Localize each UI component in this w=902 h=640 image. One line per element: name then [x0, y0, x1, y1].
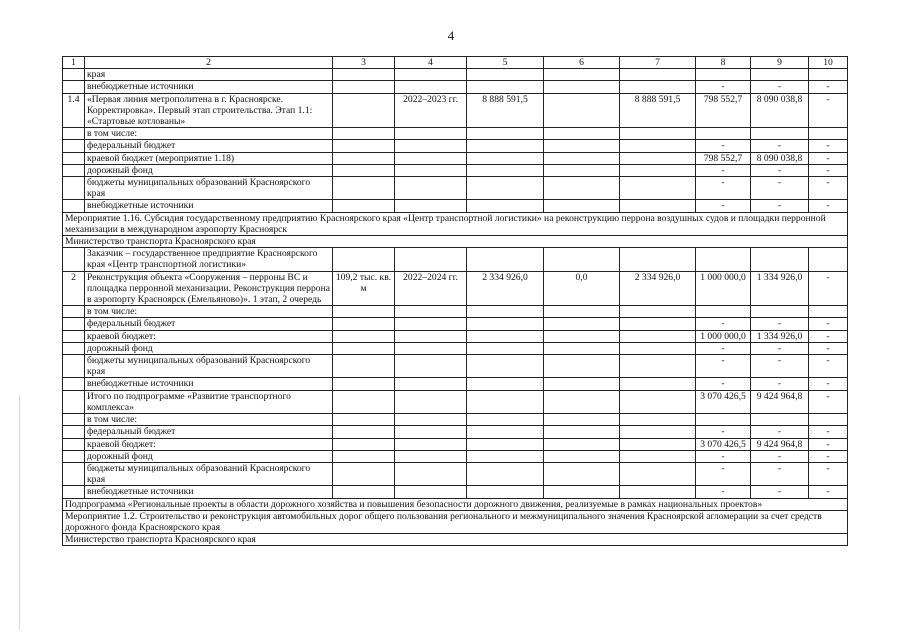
table-cell [620, 462, 696, 485]
table-cell: - [809, 152, 848, 164]
table-cell: - [809, 342, 848, 354]
table-cell [620, 152, 696, 164]
table-cell [620, 378, 696, 390]
table-row [63, 140, 848, 152]
table-cell: - [809, 462, 848, 485]
table-cell: 0,0 [544, 271, 620, 306]
table-cell [620, 486, 696, 498]
table-cell: 2 334 926,0 [467, 271, 544, 306]
table-cell [696, 248, 751, 271]
table-cell: дорожный фонд [85, 342, 333, 354]
table-cell: 8 888 591,5 [620, 93, 696, 128]
table-cell [467, 306, 544, 318]
table-cell [333, 414, 395, 426]
table-cell [395, 378, 467, 390]
table-cell: - [696, 378, 751, 390]
table-cell [620, 140, 696, 152]
column-header: 10 [809, 57, 848, 69]
table-cell [544, 177, 620, 200]
table-cell [333, 342, 395, 354]
table-cell: - [696, 81, 751, 93]
column-header: 6 [544, 57, 620, 69]
table-cell: Итого по подпрограмме «Развитие транспортного комплекса» [85, 390, 333, 413]
column-header: 4 [395, 57, 467, 69]
table-cell [620, 69, 696, 81]
table-cell: - [696, 426, 751, 438]
table-cell: - [809, 390, 848, 413]
table-cell [809, 306, 848, 318]
table-cell [809, 414, 848, 426]
table-cell [751, 248, 809, 271]
table-cell [63, 81, 85, 93]
table-cell [544, 486, 620, 498]
table-row [63, 355, 848, 378]
table-cell [809, 128, 848, 140]
table-cell: края [85, 69, 333, 81]
table-cell: - [809, 93, 848, 128]
table-cell: федеральный бюджет [85, 140, 333, 152]
table-cell: федеральный бюджет [85, 426, 333, 438]
table-cell: - [751, 164, 809, 176]
table-cell [620, 355, 696, 378]
table-cell [620, 414, 696, 426]
table-cell [467, 200, 544, 212]
section-title: Министерство транспорта Красноярского края [63, 236, 848, 248]
table-cell: в том числе: [85, 414, 333, 426]
table-cell [63, 426, 85, 438]
table-cell [63, 355, 85, 378]
table-cell [63, 318, 85, 330]
table-cell [544, 93, 620, 128]
table-cell: - [751, 486, 809, 498]
column-header: 7 [620, 57, 696, 69]
column-header: 3 [333, 57, 395, 69]
table-cell: в том числе: [85, 128, 333, 140]
table-cell [467, 378, 544, 390]
table-cell [467, 81, 544, 93]
table-cell [63, 164, 85, 176]
table-cell: бюджеты муниципальных образований Красноярского края [85, 177, 333, 200]
section-row [63, 498, 848, 510]
table-cell: - [751, 426, 809, 438]
table-cell [620, 426, 696, 438]
table-cell: - [751, 177, 809, 200]
table-cell [544, 390, 620, 413]
table-cell: федеральный бюджет [85, 318, 333, 330]
table-row [63, 486, 848, 498]
table-row [63, 378, 848, 390]
table-cell [751, 306, 809, 318]
section-row [63, 510, 848, 533]
table-cell [467, 438, 544, 450]
table-row [63, 450, 848, 462]
table-cell: - [751, 378, 809, 390]
table-row [63, 438, 848, 450]
table-cell [544, 140, 620, 152]
table-cell: внебюджетные источники [85, 200, 333, 212]
table-cell [63, 414, 85, 426]
table-cell [620, 450, 696, 462]
table-cell [333, 462, 395, 485]
table-cell [467, 414, 544, 426]
table-cell: 2022–2024 гг. [395, 271, 467, 306]
table-cell: краевой бюджет (мероприятие 1.18) [85, 152, 333, 164]
table-row [63, 93, 848, 128]
table-cell [544, 81, 620, 93]
table-cell [544, 450, 620, 462]
table-cell [395, 69, 467, 81]
table-cell: 1 000 000,0 [696, 271, 751, 306]
table-cell [467, 164, 544, 176]
table-cell [395, 462, 467, 485]
table-row [63, 306, 848, 318]
table-cell [620, 177, 696, 200]
table-cell [395, 318, 467, 330]
table-cell [395, 342, 467, 354]
table-cell [467, 140, 544, 152]
column-header: 8 [696, 57, 751, 69]
section-row [63, 236, 848, 248]
table-cell [751, 69, 809, 81]
table-cell [395, 450, 467, 462]
table-cell [333, 248, 395, 271]
table-row [63, 390, 848, 413]
table-cell: - [809, 200, 848, 212]
table-cell [63, 450, 85, 462]
table-cell: - [696, 164, 751, 176]
table-row [63, 128, 848, 140]
table-cell [620, 248, 696, 271]
table-cell [544, 164, 620, 176]
table-row [63, 81, 848, 93]
table-cell [395, 177, 467, 200]
table-cell [696, 69, 751, 81]
table-cell: - [751, 318, 809, 330]
table-cell [620, 128, 696, 140]
table-cell [63, 486, 85, 498]
table-cell [809, 69, 848, 81]
table-cell [395, 164, 467, 176]
table-cell [395, 128, 467, 140]
table-cell: Заказчик – государственное предприятие Красноярского края «Центр транспортной логистики» [85, 248, 333, 271]
table-cell [544, 438, 620, 450]
table-cell [333, 306, 395, 318]
table-cell: «Первая линия метрополитена в г. Красноярске. Корректировка». Первый этап строительства. Этап 1.1: «Стартовые котлованы» [85, 93, 333, 128]
table-cell: - [809, 378, 848, 390]
table-cell [544, 426, 620, 438]
table-cell [544, 128, 620, 140]
table-cell [467, 69, 544, 81]
table-cell [620, 164, 696, 176]
table-cell [333, 378, 395, 390]
table-cell: 3 070 426,5 [696, 438, 751, 450]
table-cell [333, 152, 395, 164]
table-cell: - [696, 342, 751, 354]
table-cell [63, 200, 85, 212]
table-cell [467, 177, 544, 200]
table-cell [333, 200, 395, 212]
table-cell: дорожный фонд [85, 164, 333, 176]
section-row [63, 212, 848, 235]
table-cell [63, 177, 85, 200]
table-cell [333, 426, 395, 438]
table-cell [620, 81, 696, 93]
table-cell: 8 090 038,8 [751, 152, 809, 164]
table-cell [333, 128, 395, 140]
table-cell: - [696, 355, 751, 378]
table-cell: бюджеты муниципальных образований Красноярского края [85, 462, 333, 485]
table-cell [467, 152, 544, 164]
table-cell [395, 152, 467, 164]
table-cell [333, 438, 395, 450]
table-cell: 2 334 926,0 [620, 271, 696, 306]
table-cell: в том числе: [85, 306, 333, 318]
table-cell [395, 306, 467, 318]
table-cell: - [809, 330, 848, 342]
table-cell: - [809, 355, 848, 378]
section-title: Мероприятие 1.2. Строительство и реконструкция автомобильных дорог общего пользования регионального и межмуниципального значения Красноярской агломерации за счет средств дорожного фонда Красноярского края [63, 510, 848, 533]
table-cell [395, 81, 467, 93]
table-cell: - [809, 450, 848, 462]
table-cell [620, 330, 696, 342]
table-row [63, 248, 848, 271]
page-number: 4 [447, 28, 455, 43]
budget-table [62, 56, 848, 546]
section-title: Министерство транспорта Красноярского края [63, 534, 848, 546]
table-cell: 3 070 426,5 [696, 390, 751, 413]
table-cell [620, 342, 696, 354]
table-cell [63, 152, 85, 164]
table-cell: 8 090 038,8 [751, 93, 809, 128]
table-row [63, 426, 848, 438]
table-cell [333, 390, 395, 413]
table-cell [467, 426, 544, 438]
table-cell: 2022–2023 гг. [395, 93, 467, 128]
table-cell [544, 318, 620, 330]
table-cell: - [809, 438, 848, 450]
table-cell [544, 342, 620, 354]
table-row [63, 200, 848, 212]
column-header: 2 [85, 57, 333, 69]
table-cell [395, 414, 467, 426]
table-cell [63, 69, 85, 81]
section-title: Подпрограмма «Региональные проекты в области дорожного хозяйства и повышения безопасности дорожного движения, реализуемые в рамках национальных проектов» [63, 498, 848, 510]
table-cell [395, 426, 467, 438]
table-row [63, 177, 848, 200]
table-cell [467, 450, 544, 462]
table-row [63, 271, 848, 306]
table-cell: 798 552,7 [696, 152, 751, 164]
table-cell: 109,2 тыс. кв. м [333, 271, 395, 306]
column-header: 1 [63, 57, 85, 69]
table-row [63, 462, 848, 485]
table-cell [544, 200, 620, 212]
table-cell: 9 424 964,8 [751, 438, 809, 450]
table-cell [63, 342, 85, 354]
table-row [63, 330, 848, 342]
table-cell [544, 69, 620, 81]
table-cell [63, 330, 85, 342]
table-cell [395, 355, 467, 378]
table-cell [63, 462, 85, 485]
table-cell: - [696, 462, 751, 485]
table-cell: 9 424 964,8 [751, 390, 809, 413]
table-cell: бюджеты муниципальных образований Красноярского края [85, 355, 333, 378]
table-cell [333, 355, 395, 378]
table-row [63, 69, 848, 81]
table-cell: 798 552,7 [696, 93, 751, 128]
table-row [63, 318, 848, 330]
table-cell [620, 306, 696, 318]
table-cell: Реконструкция объекта «Сооружения – перроны ВС и площадка перронной механизации. Реконструкция перрона в аэропорту Красноярск (Емельяново)». 1 этап, 2 очередь [85, 271, 333, 306]
table-cell [809, 248, 848, 271]
table-cell [467, 318, 544, 330]
table-cell: 1 000 000,0 [696, 330, 751, 342]
table-cell [544, 152, 620, 164]
table-cell: - [751, 200, 809, 212]
table-cell: - [809, 486, 848, 498]
table-cell [63, 378, 85, 390]
scan-margin-line [19, 395, 20, 630]
table-cell: - [696, 486, 751, 498]
table-cell [620, 200, 696, 212]
table-cell: - [696, 200, 751, 212]
table-cell: - [809, 81, 848, 93]
table-cell [333, 164, 395, 176]
table-cell [395, 140, 467, 152]
table-cell: - [751, 450, 809, 462]
table-cell [544, 378, 620, 390]
table-row [63, 164, 848, 176]
table-cell [63, 248, 85, 271]
table-cell [467, 462, 544, 485]
table-cell: - [809, 318, 848, 330]
table-cell [63, 438, 85, 450]
table-cell: - [809, 271, 848, 306]
table-cell: - [751, 342, 809, 354]
table-cell [467, 390, 544, 413]
table-cell [333, 69, 395, 81]
table-cell: 1 334 926,0 [751, 330, 809, 342]
table-cell [467, 355, 544, 378]
column-header: 5 [467, 57, 544, 69]
table-cell: 8 888 591,5 [467, 93, 544, 128]
table-cell [333, 81, 395, 93]
table-row [63, 414, 848, 426]
table-cell [696, 306, 751, 318]
table-cell: внебюджетные источники [85, 81, 333, 93]
table-cell: 1.4 [63, 93, 85, 128]
table-cell [467, 128, 544, 140]
table-cell [63, 128, 85, 140]
table-cell: 2 [63, 271, 85, 306]
table-cell: краевой бюджет: [85, 438, 333, 450]
table-cell: краевой бюджет: [85, 330, 333, 342]
table-cell: внебюджетные источники [85, 378, 333, 390]
table-cell [467, 248, 544, 271]
table-cell [620, 438, 696, 450]
table-cell [63, 390, 85, 413]
table-cell [544, 414, 620, 426]
table-cell: - [696, 450, 751, 462]
table-cell [751, 128, 809, 140]
column-header: 9 [751, 57, 809, 69]
table-cell: - [751, 81, 809, 93]
table-cell [63, 306, 85, 318]
table-cell [395, 438, 467, 450]
table-cell [544, 330, 620, 342]
table-cell [395, 330, 467, 342]
table-cell: - [751, 462, 809, 485]
table-cell [395, 248, 467, 271]
header-row [63, 57, 848, 69]
table-cell [544, 355, 620, 378]
table-cell [751, 414, 809, 426]
table-cell: - [751, 355, 809, 378]
table-cell [395, 486, 467, 498]
table-cell: - [809, 426, 848, 438]
table-cell [544, 306, 620, 318]
table-cell: - [809, 164, 848, 176]
table-cell [333, 177, 395, 200]
table-cell: 1 334 926,0 [751, 271, 809, 306]
table-cell: - [809, 140, 848, 152]
table-row [63, 152, 848, 164]
table-cell [620, 318, 696, 330]
table-cell [333, 93, 395, 128]
table-cell: - [751, 140, 809, 152]
table-cell [544, 248, 620, 271]
table-cell [467, 342, 544, 354]
table-cell: внебюджетные источники [85, 486, 333, 498]
table-cell: - [809, 177, 848, 200]
table-cell [63, 140, 85, 152]
table-cell [333, 450, 395, 462]
table-cell: дорожный фонд [85, 450, 333, 462]
table-cell [395, 200, 467, 212]
table-cell [696, 414, 751, 426]
table-cell [467, 330, 544, 342]
table-cell: - [696, 140, 751, 152]
table-cell: - [696, 177, 751, 200]
section-row [63, 534, 848, 546]
table-cell [395, 390, 467, 413]
section-title: Мероприятие 1.16. Субсидия государственному предприятию Красноярского края «Центр транспортной логистики» на реконструкцию перрона воздушных судов и площадки перронной механизации в международном аэропорту Красноярск [63, 212, 848, 235]
table-cell [620, 390, 696, 413]
table-cell [333, 140, 395, 152]
table-cell [696, 128, 751, 140]
table-cell [544, 462, 620, 485]
table-cell: - [696, 318, 751, 330]
table-cell [333, 486, 395, 498]
table-cell [333, 318, 395, 330]
table-cell [333, 330, 395, 342]
table-row [63, 342, 848, 354]
table-cell [467, 486, 544, 498]
